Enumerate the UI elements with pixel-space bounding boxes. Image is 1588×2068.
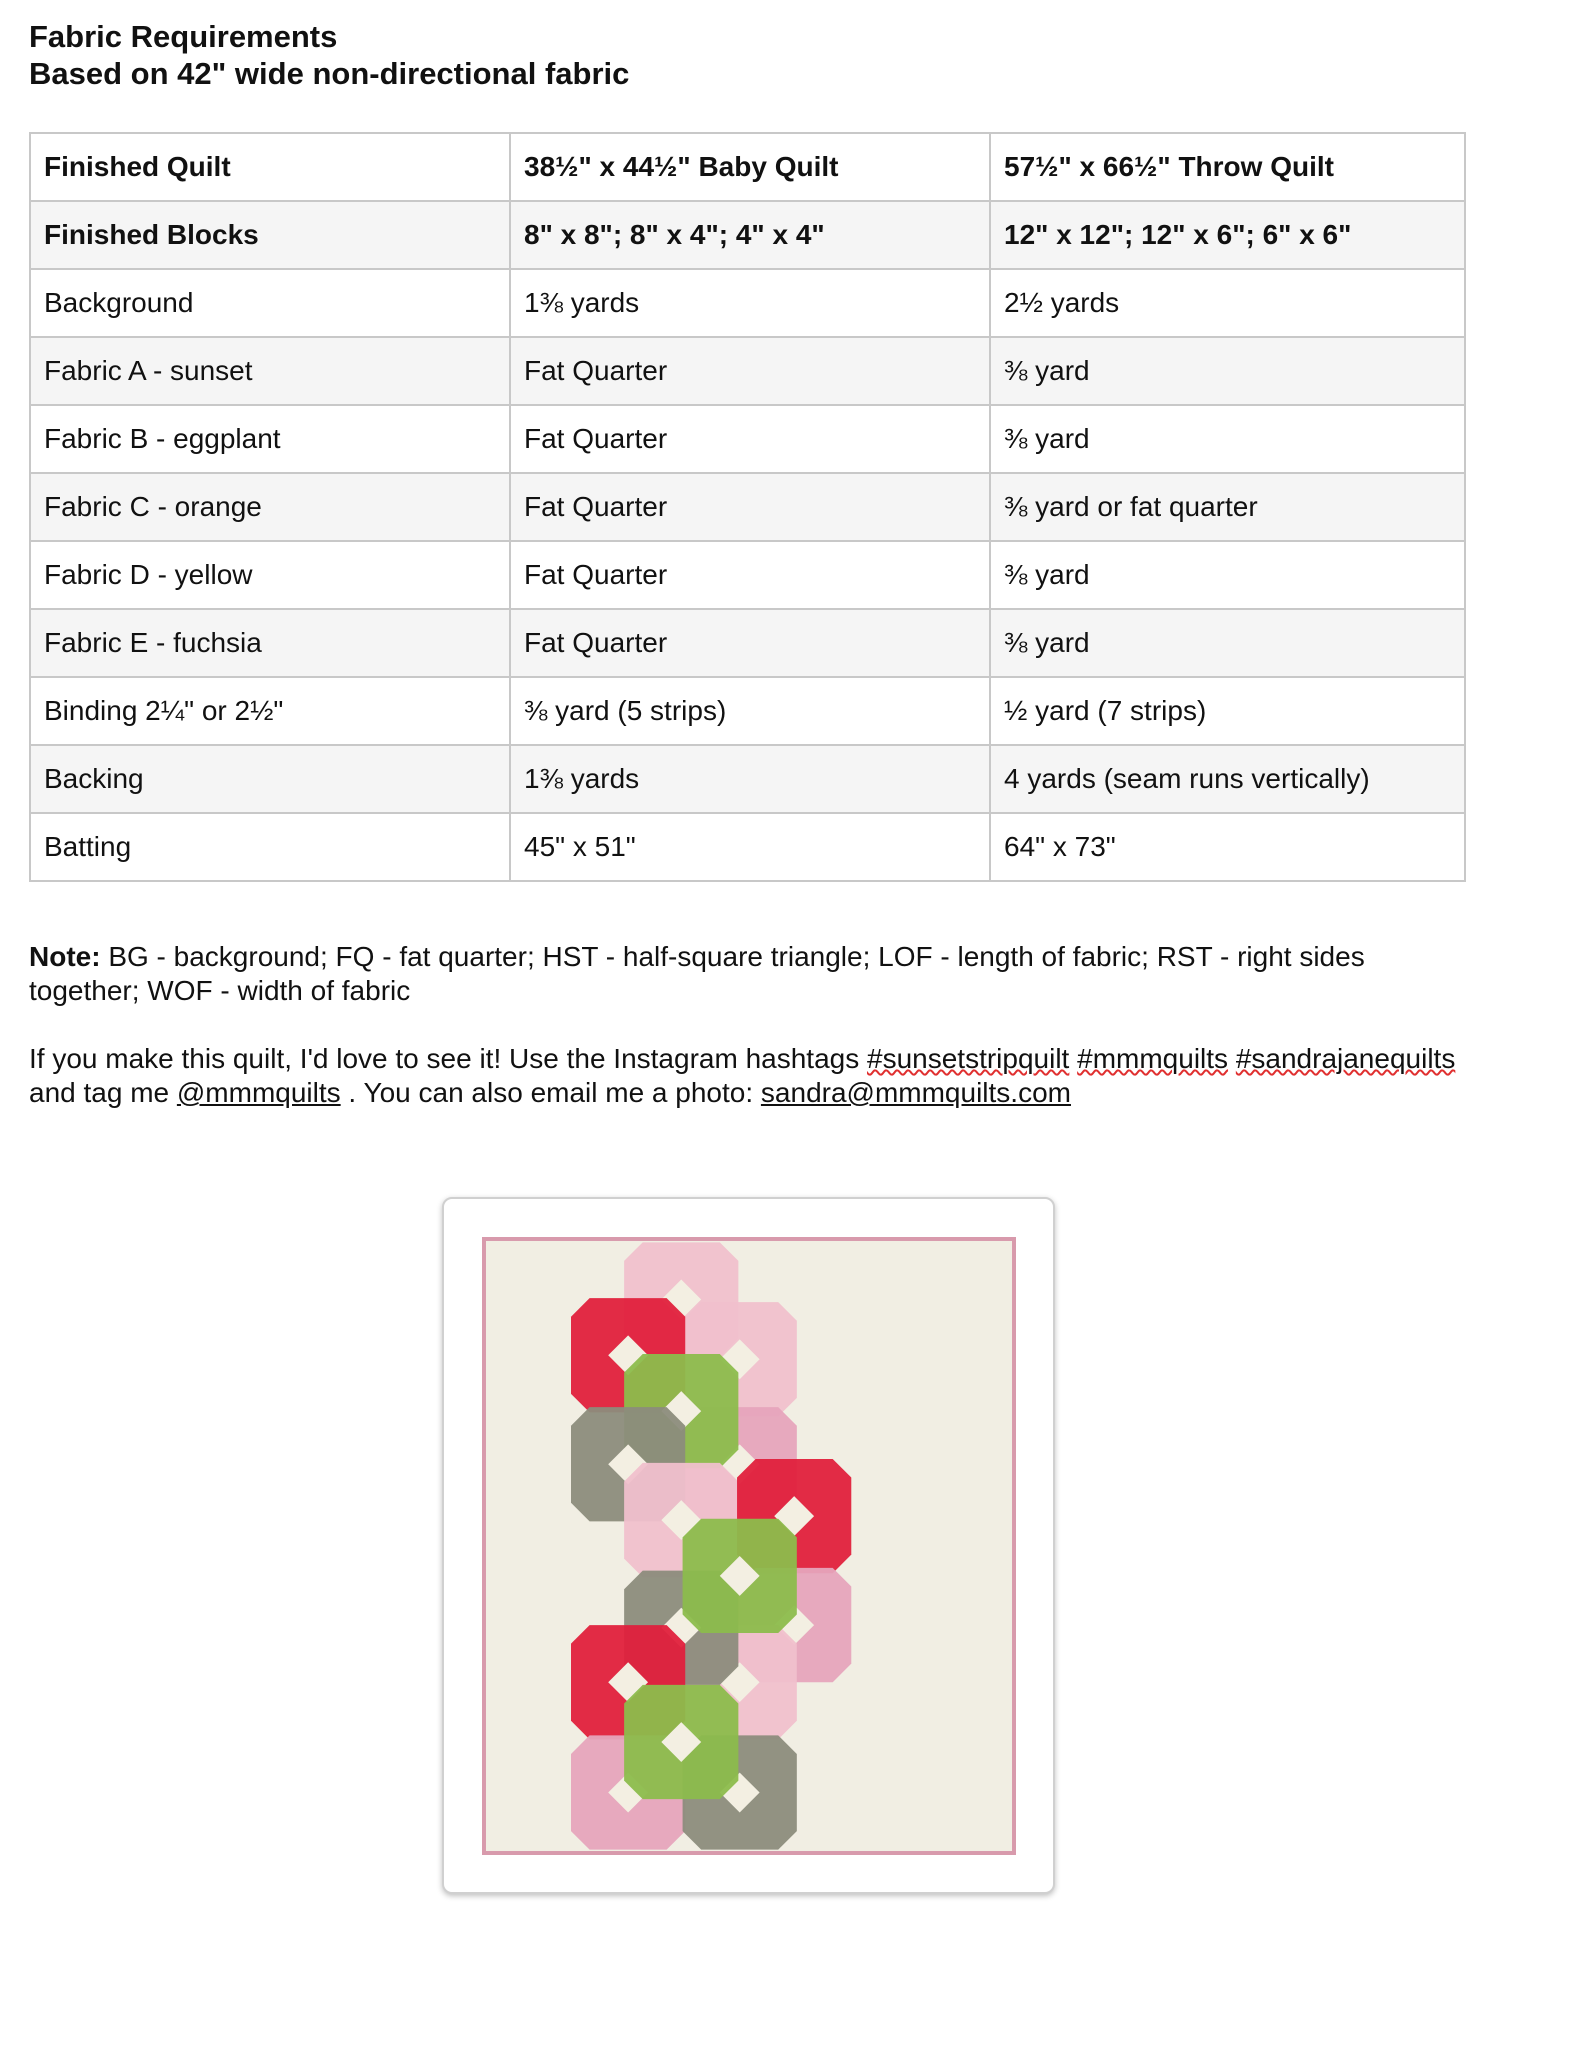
table-cell: Fat Quarter [510,473,990,541]
table-cell: Fat Quarter [510,337,990,405]
table-row [30,609,1465,677]
share-paragraph [29,1042,1469,1110]
share-text: If you make this quilt, I'd love to see it! Use the Instagram hashtags [29,1043,867,1074]
table-cell: 2½ yards [990,269,1465,337]
hashtag: #mmmquilts [1077,1043,1229,1074]
table-cell: Finished Quilt [30,133,510,201]
space [1069,1043,1077,1074]
table-cell: ½ yard (7 strips) [990,677,1465,745]
quilt-photo-frame [442,1197,1055,1894]
table-cell: ⅜ yard [990,405,1465,473]
table-cell: Fabric B - eggplant [30,405,510,473]
table-cell: Fabric A - sunset [30,337,510,405]
table-cell: Fat Quarter [510,541,990,609]
table-cell: Fabric E - fuchsia [30,609,510,677]
table-cell: 38½" x 44½" Baby Quilt [510,133,990,201]
email-link[interactable]: sandra@mmmquilts.com [760,1077,1071,1108]
heading-subtitle: Based on 42" wide non-directional fabric [29,56,630,91]
table-cell: Finished Blocks [30,201,510,269]
page-heading [29,18,629,92]
table-cell: ⅜ yard [990,609,1465,677]
heading-title: Fabric Requirements [29,19,338,54]
table-cell: 1⅜ yards [510,745,990,813]
table-row [30,677,1465,745]
table-cell: ⅜ yard [990,337,1465,405]
table-cell: 1⅜ yards [510,269,990,337]
hashtag: #sunsetstripquilt [867,1043,1070,1074]
table-row [30,473,1465,541]
table-row [30,269,1465,337]
table-cell: Background [30,269,510,337]
table-cell: Batting [30,813,510,881]
table-cell: 4 yards (seam runs vertically) [990,745,1465,813]
table-cell: 57½" x 66½" Throw Quilt [990,133,1465,201]
table-cell: 64" x 73" [990,813,1465,881]
table-row [30,337,1465,405]
table-cell: Backing [30,745,510,813]
table-cell: 45" x 51" [510,813,990,881]
table-row [30,405,1465,473]
table-cell: Fabric C - orange [30,473,510,541]
hashtag: #sandrajanequilts [1235,1043,1456,1074]
table-cell: ⅜ yard [990,541,1465,609]
table-row [30,813,1465,881]
share-text: . You can also email me a photo: [340,1077,761,1108]
table-cell: ⅜ yard (5 strips) [510,677,990,745]
table-cell: 12" x 12"; 12" x 6"; 6" x 6" [990,201,1465,269]
table-row [30,201,1465,269]
fabric-requirements-table [29,132,1466,882]
table-cell: Binding 2¼" or 2½" [30,677,510,745]
table-cell: Fat Quarter [510,405,990,473]
table-row [30,133,1465,201]
table-cell: 8" x 8"; 8" x 4"; 4" x 4" [510,201,990,269]
note-label: Note: [29,941,101,972]
note-text: BG - background; FQ - fat quarter; HST - half-square triangle; LOF - length of fabric; RST - right sides together; WOF - width of fabric [29,941,1365,1006]
instagram-handle-link[interactable]: @mmmquilts [176,1077,341,1108]
table-cell: ⅜ yard or fat quarter [990,473,1465,541]
table-cell: Fabric D - yellow [30,541,510,609]
table-row [30,745,1465,813]
table-row [30,541,1465,609]
note-paragraph [29,940,1469,1008]
quilt-photo [482,1237,1016,1855]
share-text: and tag me [29,1077,177,1108]
space [1228,1043,1236,1074]
table-cell: Fat Quarter [510,609,990,677]
